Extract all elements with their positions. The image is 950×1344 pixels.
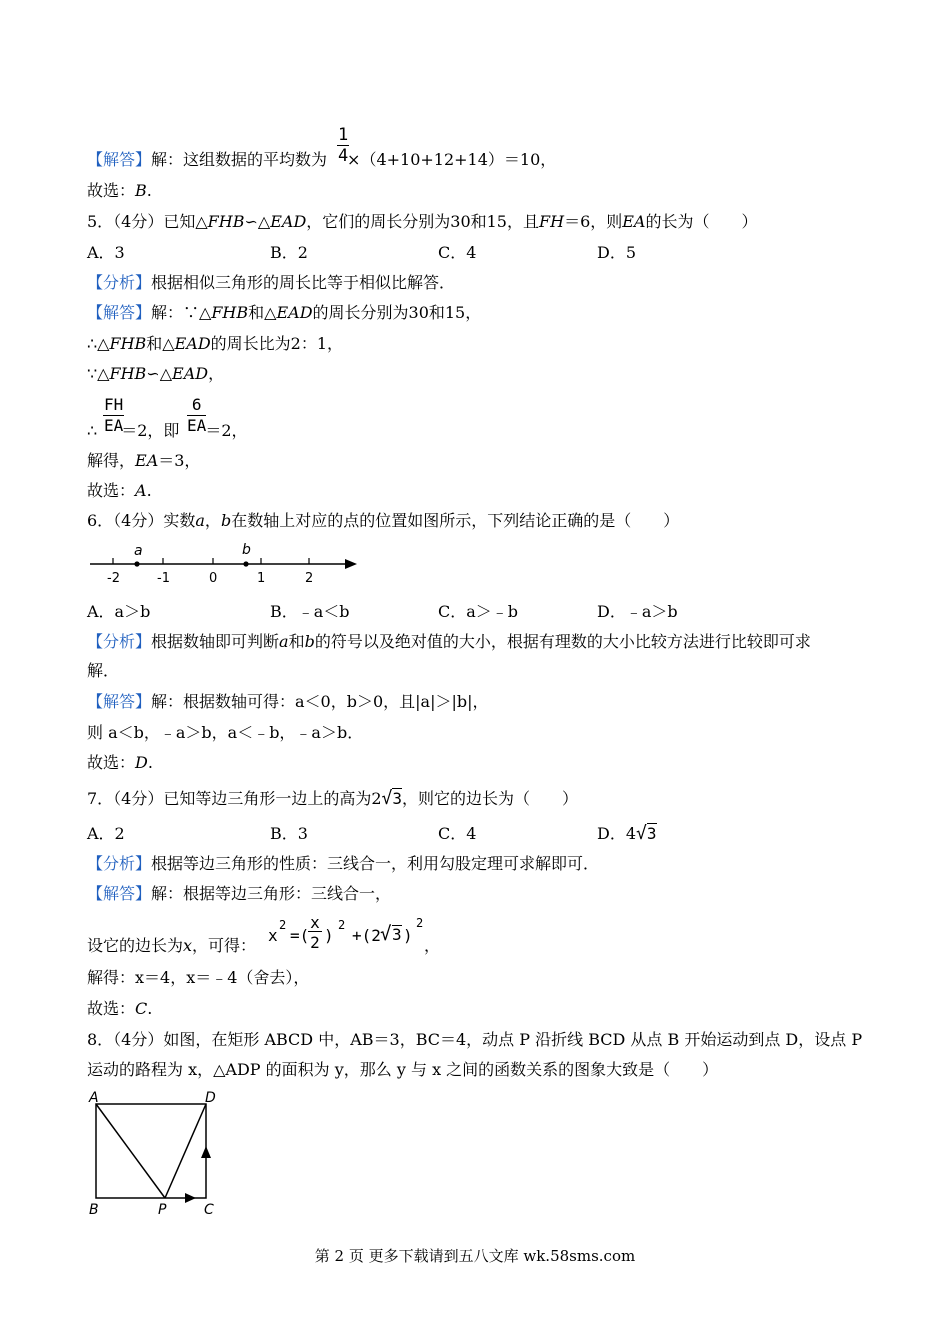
fraction-6-over-ea: $\frac{6}{EA}$	[187, 395, 207, 435]
q5-solution-line-5: 解得，EA＝3，	[87, 451, 201, 470]
solution-text: 解：这组数据的平均数为	[151, 150, 328, 169]
q5-option-c: C．4	[438, 243, 477, 262]
answer-letter: B	[135, 181, 147, 200]
q8-question-line-1: 8．（4分）如图，在矩形 ABCD 中，AB＝3，BC＝4，动点 P 沿折线 BCD 从点 B 开始运动到点 D，设点 P	[87, 1030, 863, 1049]
vertex-b-label: B	[89, 1202, 99, 1218]
q5-solution-line-1: 【解答】解：∵△FHB和△EAD的周长分别为30和15，	[87, 303, 482, 322]
point-a-label: a	[134, 543, 143, 559]
solution-text-post: ×（4+10+12+14）＝10，	[347, 150, 557, 169]
arrow-up-icon	[201, 1146, 211, 1158]
q7-option-c: C．4	[438, 824, 477, 843]
q6-analysis: 【分析】根据数轴即可判断a和b的符号以及绝对值的大小，根据有理数的大小比较方法进行比较即可求	[87, 632, 811, 651]
fraction-fh-over-ea: $\frac{FH}{EA}$	[104, 395, 124, 435]
q6-analysis-line-2: 解．	[87, 661, 120, 680]
fraction-numerator: 1	[338, 125, 349, 145]
point-b-label: b	[242, 542, 251, 558]
radicand: 3	[392, 789, 403, 808]
q6-solution-line-1: 【解答】解：根据数轴可得：a＜0，b＞0，且|a|＞|b|，	[87, 692, 489, 711]
vertex-c-label: C	[204, 1202, 214, 1218]
q5-analysis: 【分析】根据相似三角形的周长比等于相似比解答．	[87, 273, 456, 292]
q7-solution-line-1: 【解答】解：根据等边三角形：三线合一，	[87, 884, 392, 903]
q6-option-b: B．﹣a＜b	[270, 602, 350, 621]
q6-question: 6．（4分）实数a，b在数轴上对应的点的位置如图所示，下列结论正确的是（ ）	[87, 511, 680, 530]
q7-option-b: B．3	[270, 824, 308, 843]
q5-solution-line-3: ∵△FHB∽△EAD，	[87, 364, 225, 383]
number-line-figure	[87, 540, 362, 588]
q5-solution-line-4: ∴ ＝2，即 ＝2，	[87, 421, 248, 440]
tick-label: 1	[257, 571, 266, 586]
q7-answer-line: 故选：C.	[87, 999, 153, 1018]
q4-answer-line: 故选：B.	[87, 181, 152, 200]
q7-solution-line-2: 设它的边长为x，可得：	[87, 936, 257, 955]
q6-option-d: D．﹣a＞b	[597, 602, 678, 621]
q7-option-d: D．4√3	[597, 823, 657, 844]
q7-option-a: A．2	[87, 824, 125, 843]
vertex-a-label: A	[89, 1090, 99, 1106]
q5-question: 5．（4分）已知△FHB∽△EAD，它们的周长分别为30和15，且FH＝6，则EA的长为（ ）	[87, 212, 758, 231]
tick-label: -2	[107, 571, 120, 586]
point-p-label: P	[158, 1202, 167, 1218]
q6-option-c: C．a＞﹣b	[438, 602, 519, 621]
q5-option-b: B．2	[270, 243, 308, 262]
q7-solution-line-3: 解得：x＝4，x＝﹣4（舍去），	[87, 968, 310, 987]
q4-solution-line	[87, 149, 556, 171]
q5-answer-line: 故选：A.	[87, 481, 152, 500]
q7-equation-comma: ，	[424, 936, 441, 955]
q5-option-d: D．5	[597, 243, 637, 262]
fraction-denominator: 4	[338, 146, 349, 166]
q6-solution-line-2: 则 a＜b，﹣a＞b，a＜﹣b，﹣a＞b．	[87, 723, 364, 742]
vertex-d-label: D	[205, 1090, 216, 1106]
q5-option-a: A．3	[87, 243, 125, 262]
q6-option-a: A．a＞b	[87, 602, 151, 621]
solution-tag: 【解答】	[87, 150, 152, 169]
q7-question: 7．（4分）已知等边三角形一边上的高为2√3，则它的边长为（ ）	[87, 788, 579, 809]
sqrt-symbol: √	[380, 923, 392, 945]
q8-question-line-2: 运动的路程为 x，△ADP 的面积为 y，那么 y 与 x 之间的函数关系的图象大致是（ ）	[87, 1060, 719, 1079]
point-a-dot	[134, 561, 139, 566]
q6-answer-line: 故选：D.	[87, 753, 153, 772]
rectangle-abcd-figure	[85, 1088, 225, 1220]
q7-analysis: 【分析】根据等边三角形的性质：三线合一，利用勾股定理可求解即可．	[87, 854, 600, 873]
arrow-right-icon	[185, 1193, 196, 1203]
sqrt-symbol: √	[636, 823, 647, 844]
tick-label: 2	[305, 571, 314, 586]
tick-label: -1	[157, 571, 170, 586]
sqrt-symbol: √	[381, 788, 393, 809]
point-b-dot	[243, 561, 248, 566]
page-footer: 第 2 页 更多下载请到五八文库 wk.58sms.com	[314, 1247, 636, 1265]
tick-label: 0	[209, 571, 218, 586]
q5-solution-line-2: ∴△FHB和△EAD的周长比为2：1，	[87, 334, 344, 353]
